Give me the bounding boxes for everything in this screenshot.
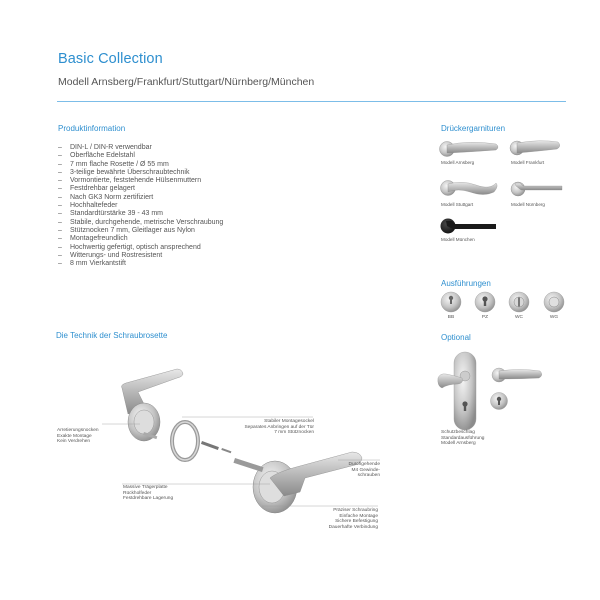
bb-rosette-icon [441, 292, 461, 312]
page-subtitle: Modell Arnsberg/Frankfurt/Stuttgart/Nürnberg/München [58, 76, 315, 88]
model-label-arnsberg: Modell Arnsberg [441, 160, 475, 165]
list-item: – 7 mm flache Rosette / Ø 55 mm [58, 160, 169, 168]
list-item: – Hochhaltefeder [58, 202, 118, 210]
annotation-traegerplatte: Massive Trägerplatte Rückholfeder Festdrehbare Lagerung [123, 485, 174, 502]
list-item: – 3-teilige bewährte Überschraubtechnik [58, 168, 190, 176]
pz-rosette-icon [475, 292, 495, 312]
list-item: – Stabile, durchgehende, metrische Verschraubung [58, 218, 224, 226]
optional-heading: Optional [441, 333, 471, 342]
produktinformation-heading: Produktinformation [58, 124, 126, 133]
list-item: – Stütznocken 7 mm, Gleitlager aus Nylon [58, 226, 195, 234]
list-item: – Hochwertig gefertigt, optisch ansprechend [58, 243, 201, 251]
finish-label-bb: BB [447, 315, 455, 320]
finish-label-wc: WC [515, 315, 523, 320]
ausfuehrungen-heading: Ausführungen [441, 279, 491, 288]
model-label-frankfurt: Modell Frankfurt [511, 160, 545, 165]
list-item: – Nach GK3 Norm zertifiziert [58, 193, 154, 201]
handle-stuttgart-icon [441, 181, 498, 196]
wc-rosette-icon [509, 292, 529, 312]
annotation-arretierung: Arretierungsnocken Exakte Montage Kein Verdrehen [57, 428, 99, 445]
model-label-nuernberg: Modell Nürnberg [511, 202, 545, 207]
handle-arnsberg-icon [440, 142, 499, 157]
list-item: – Vormontierte, feststehende Hülsenmuttern [58, 177, 202, 185]
list-item: – Festdrehbar gelagert [58, 185, 135, 193]
rosette-pz-icon [491, 393, 508, 410]
schutzbeschlag-icon [438, 352, 476, 430]
drueckergarnituren-heading: Drückergarnituren [441, 124, 506, 133]
handle-nuernberg-icon [511, 182, 562, 196]
model-label-muenchen: Modell München [441, 237, 475, 242]
annotation-montagesockel: Stabiler Montagesockel Separates Anbringen auf der Tür 7 mm Stütznocken [244, 419, 314, 436]
handle-frankfurt-icon [510, 141, 560, 155]
list-item: – Witterungs- und Rostresistent [58, 251, 163, 259]
finish-label-wg: WG [549, 315, 559, 320]
page-title: Basic Collection [58, 51, 163, 67]
handle-arnsberg-small-icon [492, 368, 542, 382]
optional-caption: Schutzbeschlag Standardausführung Modell Arnsberg [441, 430, 485, 447]
annotation-schraubring: Präziser Schraubring Einfache Montage Sichere Befestigung Dauerhafte Verbindung [328, 508, 378, 530]
list-item: – 8 mm Vierkantstift [58, 260, 126, 268]
finish-label-pz: PZ [481, 315, 489, 320]
list-item: – Montagefreundlich [58, 235, 128, 243]
wg-rosette-icon [544, 292, 564, 312]
list-item: – Standardtürstärke 39 - 43 mm [58, 210, 163, 218]
model-label-stuttgart: Modell Stuttgart [441, 202, 474, 207]
annotation-verschraubung: Durchgehende M4 Gewinde- schrauben [348, 462, 380, 479]
handle-muenchen-icon [441, 219, 497, 234]
list-item: – DIN-L / DIN-R verwendbar [58, 144, 152, 151]
technik-heading: Die Technik der Schraubrosette [56, 331, 168, 340]
list-item: – Oberfläche Edelstahl [58, 152, 135, 160]
